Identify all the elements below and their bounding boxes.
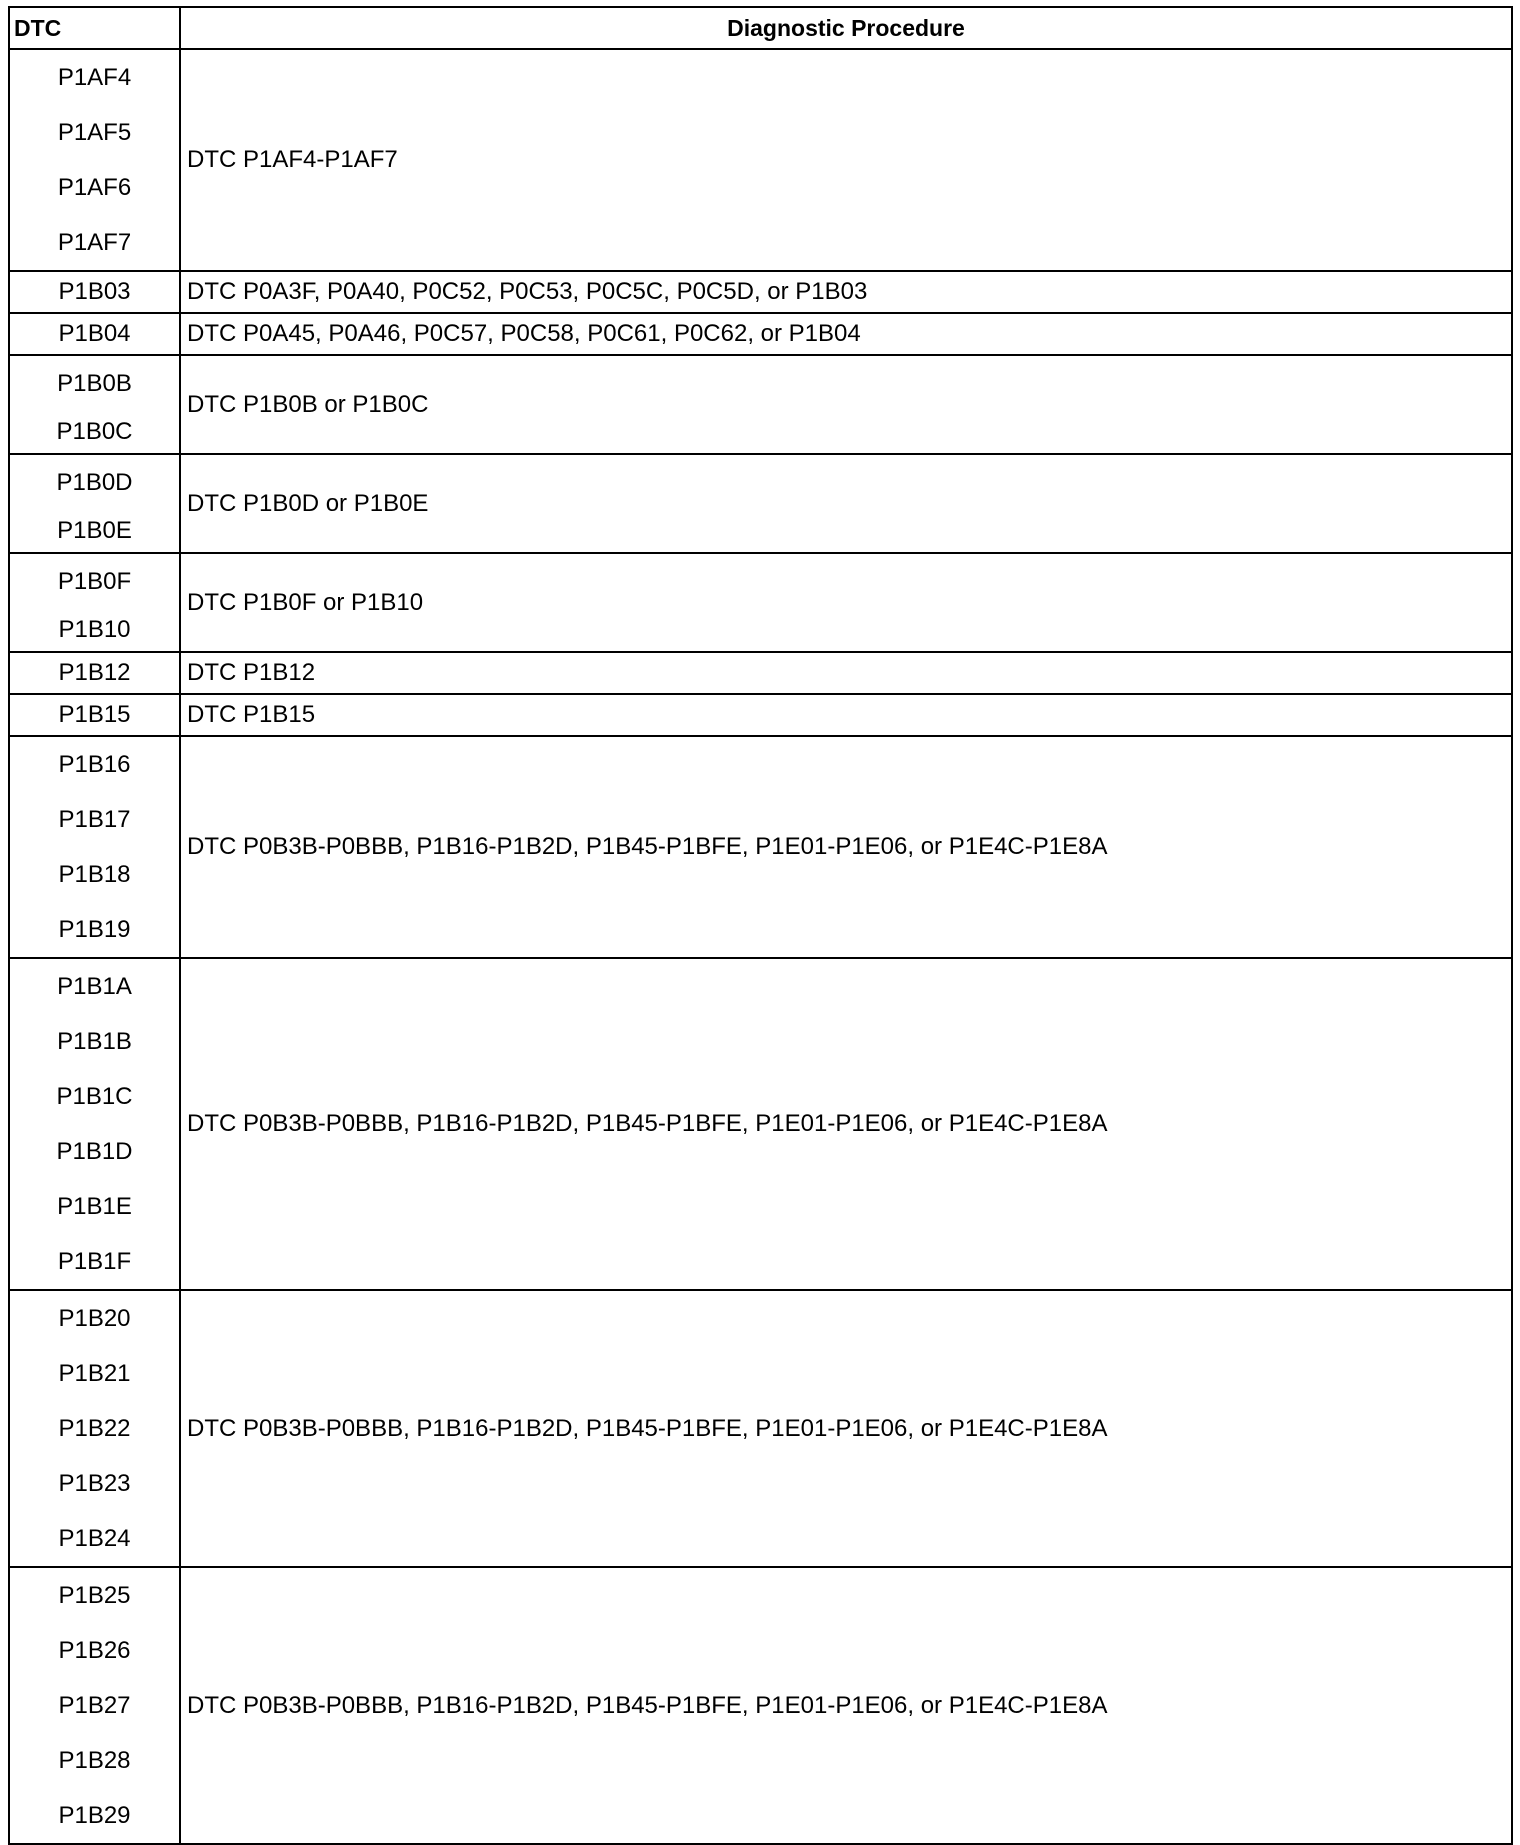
dtc-code: P1AF7 bbox=[57, 229, 132, 256]
dtc-code: P1B15 bbox=[58, 701, 131, 728]
procedure-cell: DTC P1B12 bbox=[180, 652, 1512, 694]
dtc-codes-cell bbox=[9, 49, 180, 271]
header-row bbox=[9, 7, 1512, 49]
dtc-codes-cell bbox=[9, 313, 180, 355]
dtc-code: P1AF4 bbox=[57, 64, 132, 91]
procedure-cell: DTC P1B0B or P1B0C bbox=[180, 355, 1512, 454]
dtc-code: P1B1B bbox=[57, 1028, 132, 1055]
table-row bbox=[9, 313, 1512, 355]
dtc-code: P1B1D bbox=[56, 1138, 133, 1165]
dtc-code: P1AF6 bbox=[57, 174, 132, 201]
dtc-codes-cell bbox=[9, 652, 180, 694]
dtc-code: P1B03 bbox=[58, 278, 131, 305]
procedure-cell: DTC P1B15 bbox=[180, 694, 1512, 736]
dtc-codes-cell bbox=[9, 694, 180, 736]
procedure-column-header: Diagnostic Procedure bbox=[180, 7, 1512, 49]
dtc-procedure-table bbox=[8, 6, 1513, 1845]
dtc-code: P1B10 bbox=[58, 616, 131, 643]
dtc-code: P1B1A bbox=[57, 973, 132, 1000]
procedure-cell: DTC P0B3B-P0BBB, P1B16-P1B2D, P1B45-P1BFE, P1E01-P1E06, or P1E4C-P1E8A bbox=[180, 1567, 1512, 1844]
dtc-code: P1B22 bbox=[58, 1415, 131, 1442]
dtc-codes-cell bbox=[9, 736, 180, 958]
dtc-codes-cell bbox=[9, 958, 180, 1290]
dtc-code: P1B19 bbox=[58, 916, 131, 943]
table-row bbox=[9, 736, 1512, 958]
procedure-cell: DTC P1AF4-P1AF7 bbox=[180, 49, 1512, 271]
dtc-code: P1B17 bbox=[58, 806, 131, 833]
dtc-code: P1B29 bbox=[58, 1802, 131, 1829]
dtc-code: P1B25 bbox=[58, 1582, 131, 1609]
procedure-cell: DTC P1B0F or P1B10 bbox=[180, 553, 1512, 652]
table-row bbox=[9, 1567, 1512, 1844]
procedure-cell: DTC P1B0D or P1B0E bbox=[180, 454, 1512, 553]
table-row bbox=[9, 1290, 1512, 1567]
dtc-code: P1AF5 bbox=[57, 119, 132, 146]
procedure-cell: DTC P0A3F, P0A40, P0C52, P0C53, P0C5C, P0C5D, or P1B03 bbox=[180, 271, 1512, 313]
procedure-cell: DTC P0B3B-P0BBB, P1B16-P1B2D, P1B45-P1BFE, P1E01-P1E06, or P1E4C-P1E8A bbox=[180, 1290, 1512, 1567]
table-row bbox=[9, 355, 1512, 454]
dtc-code: P1B26 bbox=[58, 1637, 131, 1664]
dtc-code: P1B28 bbox=[58, 1747, 131, 1774]
dtc-codes-cell bbox=[9, 355, 180, 454]
dtc-codes-cell bbox=[9, 1290, 180, 1567]
dtc-code: P1B0D bbox=[56, 469, 133, 496]
dtc-code: P1B0C bbox=[56, 418, 133, 445]
dtc-code: P1B27 bbox=[58, 1692, 131, 1719]
table-row bbox=[9, 454, 1512, 553]
dtc-code: P1B1F bbox=[57, 1248, 132, 1275]
dtc-codes-cell bbox=[9, 454, 180, 553]
dtc-code: P1B04 bbox=[58, 320, 131, 347]
dtc-code: P1B21 bbox=[58, 1360, 131, 1387]
dtc-code: P1B0E bbox=[57, 517, 132, 544]
table-row bbox=[9, 652, 1512, 694]
dtc-code: P1B1E bbox=[57, 1193, 132, 1220]
procedure-cell: DTC P0B3B-P0BBB, P1B16-P1B2D, P1B45-P1BFE, P1E01-P1E06, or P1E4C-P1E8A bbox=[180, 958, 1512, 1290]
dtc-code: P1B18 bbox=[58, 861, 131, 888]
dtc-column-header: DTC bbox=[9, 7, 180, 49]
dtc-code: P1B0F bbox=[57, 568, 132, 595]
dtc-code: P1B12 bbox=[58, 659, 131, 686]
table-row bbox=[9, 958, 1512, 1290]
dtc-codes-cell bbox=[9, 271, 180, 313]
dtc-code: P1B16 bbox=[58, 751, 131, 778]
dtc-code: P1B23 bbox=[58, 1470, 131, 1497]
procedure-cell: DTC P0A45, P0A46, P0C57, P0C58, P0C61, P0C62, or P1B04 bbox=[180, 313, 1512, 355]
dtc-codes-cell bbox=[9, 1567, 180, 1844]
table-row bbox=[9, 49, 1512, 271]
dtc-codes-cell bbox=[9, 553, 180, 652]
dtc-code: P1B1C bbox=[56, 1083, 133, 1110]
table-row bbox=[9, 553, 1512, 652]
table-row bbox=[9, 271, 1512, 313]
dtc-code: P1B24 bbox=[58, 1525, 131, 1552]
dtc-code: P1B20 bbox=[58, 1305, 131, 1332]
procedure-cell: DTC P0B3B-P0BBB, P1B16-P1B2D, P1B45-P1BFE, P1E01-P1E06, or P1E4C-P1E8A bbox=[180, 736, 1512, 958]
table-row bbox=[9, 694, 1512, 736]
dtc-code: P1B0B bbox=[57, 370, 132, 397]
